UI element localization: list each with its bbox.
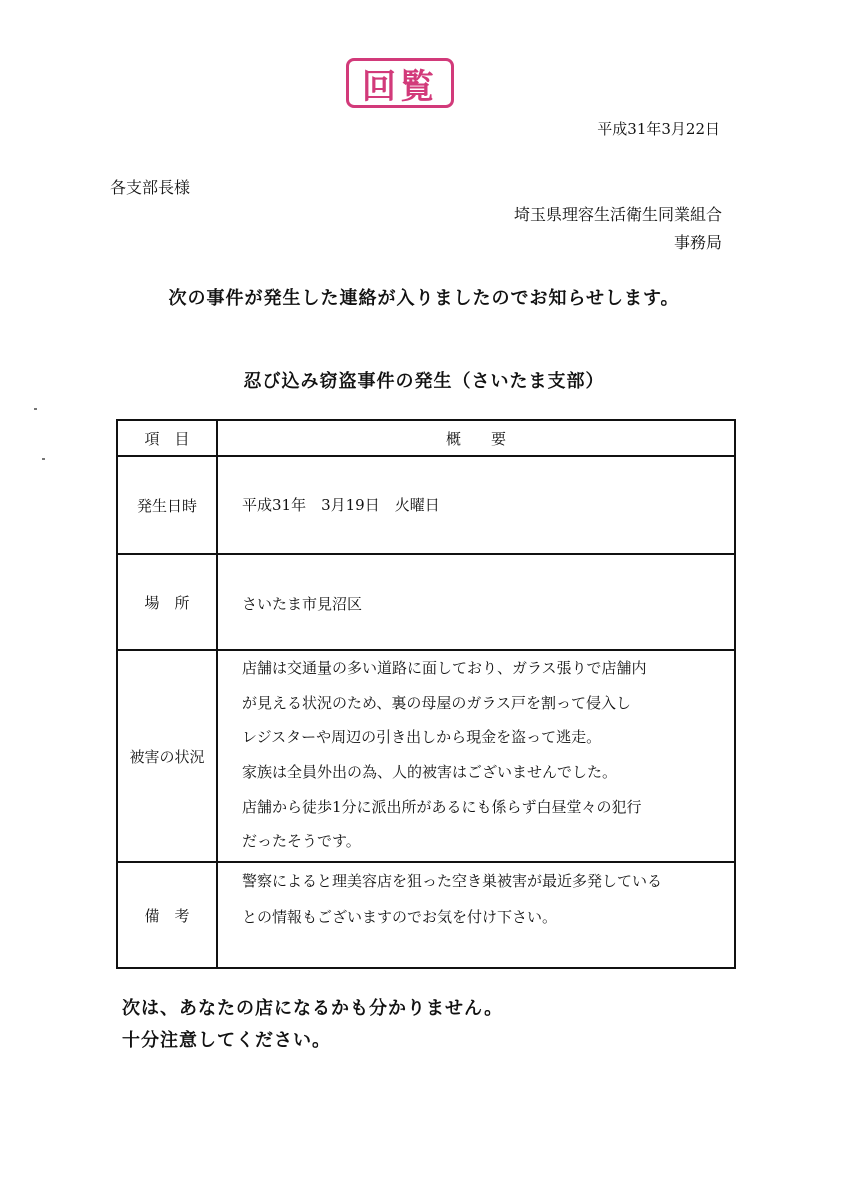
header-item: 項 目 [144,429,190,448]
footer-line: 十分注意してください。 [122,1030,331,1051]
footer-warning [122,993,503,1057]
circulation-stamp: 回覧 [346,58,454,108]
row-content-location: さいたま市見沼区 [242,595,363,613]
damage-line: レジスターや周辺の引き出しから現金を盗って逃走。 [242,728,602,747]
row-label-location: 場 所 [144,593,190,612]
row-label-datetime: 発生日時 [136,496,197,515]
damage-line: 店舗から徒歩1分に派出所があるにも係らず白昼堂々の犯行 [242,797,642,816]
intro-text: 次の事件が発生した連絡が入りましたのでお知らせします。 [168,288,680,309]
row-label-remarks: 備 考 [144,906,190,925]
scan-speck [42,458,45,460]
addressee: 各支部長様 [110,178,191,197]
sender-organization: 埼玉県理容生活衛生同業組合 [513,205,722,224]
damage-line: 家族は全員外出の為、人的被害はございませんでした。 [242,763,618,782]
damage-line: が見える状況のため、裏の母屋のガラス戸を割って侵入し [242,693,631,712]
damage-line: 店舗は交通量の多い道路に面しており、ガラス張りで店舗内 [242,659,647,677]
column-divider [216,421,218,967]
scan-speck [34,408,37,410]
remarks-line: との情報もございますのでお気を付け下さい。 [242,908,558,926]
row-content-damage [242,651,647,859]
row-label-damage: 被害の状況 [129,747,205,766]
sender-office: 事務局 [673,233,722,252]
incident-title: 忍び込み窃盗事件の発生（さいたま支部） [243,371,605,392]
document-date: 平成31年3月22日 [597,120,720,138]
row-content-remarks [242,863,662,935]
remarks-line: 警察によると理美容店を狙った空き巣被害が最近多発している [242,872,663,890]
footer-line: 次は、あなたの店になるかも分かりません。 [122,998,504,1019]
damage-line: だったそうです。 [242,832,361,851]
incident-table [116,419,736,969]
row-content-datetime: 平成31年 3月19日 火曜日 [242,496,440,514]
header-summary: 概 要 [445,429,506,448]
